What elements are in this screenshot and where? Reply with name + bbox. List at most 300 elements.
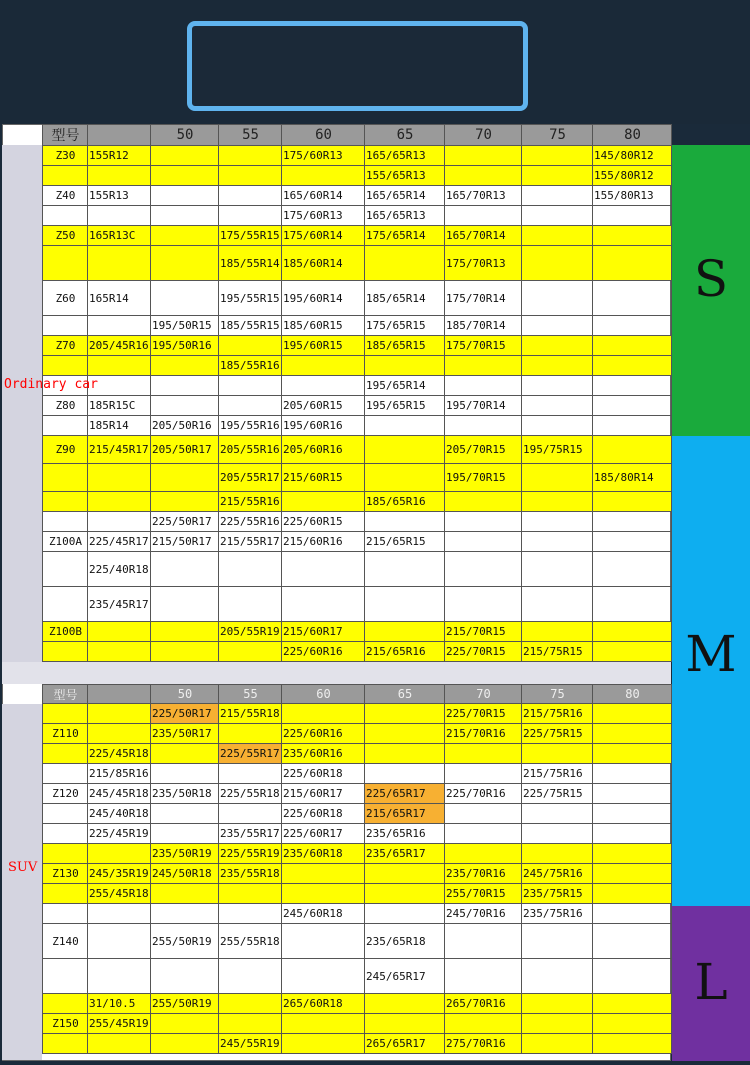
tire-size-cell (365, 904, 445, 924)
tire-size-cell: 225/65R17 (365, 784, 445, 804)
table-row (43, 994, 672, 1014)
tire-size-cell (219, 994, 282, 1014)
model-cell (43, 844, 88, 864)
tire-size-cell (219, 642, 282, 662)
tire-size-cell (445, 924, 522, 959)
tire-size-cell (365, 864, 445, 884)
tire-size-cell (282, 166, 365, 186)
tire-size-cell: 245/35R19 (88, 864, 151, 884)
tire-size-cell: 175/60R14 (282, 226, 365, 246)
tire-size-cell (522, 1014, 593, 1034)
tire-size-cell: 235/55R17 (219, 824, 282, 844)
tire-size-cell: 245/65R17 (365, 959, 445, 994)
tire-size-cell: 165R14 (88, 281, 151, 316)
tire-size-cell (593, 436, 672, 464)
tire-size-cell (593, 824, 672, 844)
tire-size-cell (151, 226, 219, 246)
tire-size-cell: 265/60R18 (282, 994, 365, 1014)
table-row (43, 784, 672, 804)
tire-size-cell (522, 492, 593, 512)
tire-size-cell: 185R15C (88, 396, 151, 416)
tire-size-cell: 195/60R15 (282, 336, 365, 356)
tire-size-cell: 255/70R15 (445, 884, 522, 904)
tire-size-cell: 225/60R18 (282, 804, 365, 824)
tire-size-cell: 165R13C (88, 226, 151, 246)
tire-size-cell (445, 532, 522, 552)
tire-size-cell (282, 1034, 365, 1054)
tire-size-cell: 245/50R18 (151, 864, 219, 884)
model-cell (43, 824, 88, 844)
tire-size-cell (151, 464, 219, 492)
model-cell (43, 492, 88, 512)
tire-size-cell: 255/50R19 (151, 924, 219, 959)
model-cell (43, 804, 88, 824)
suv-header-cell: 65 (365, 685, 445, 704)
suv-header-cell: 60 (282, 685, 365, 704)
table-row (43, 316, 672, 336)
suv-header-cell (88, 685, 151, 704)
model-cell: Z80 (43, 396, 88, 416)
tire-size-cell (365, 724, 445, 744)
table-row (43, 824, 672, 844)
table-row (43, 336, 672, 356)
suv-header-cell: 50 (151, 685, 219, 704)
tire-size-cell (282, 356, 365, 376)
tire-size-cell (593, 206, 672, 226)
tire-size-cell (593, 959, 672, 994)
ordinary-header-cell: 65 (365, 125, 445, 146)
tire-size-cell: 235/50R19 (151, 844, 219, 864)
tire-size-cell (88, 904, 151, 924)
tire-size-cell: 175/60R13 (282, 146, 365, 166)
tire-size-cell: 215/75R16 (522, 764, 593, 784)
tire-size-cell: 245/60R18 (282, 904, 365, 924)
tire-size-cell (522, 146, 593, 166)
table-row (43, 724, 672, 744)
tire-size-cell (522, 356, 593, 376)
suv-header-cell: 70 (445, 685, 522, 704)
section-divider (2, 662, 671, 684)
tire-size-cell (151, 186, 219, 206)
table-row (43, 884, 672, 904)
table-row (43, 436, 672, 464)
tire-size-cell: 215/45R17 (88, 436, 151, 464)
tire-size-cell: 155/65R13 (365, 166, 445, 186)
model-cell (43, 959, 88, 994)
category-suv: SUV (8, 860, 38, 875)
tire-size-cell (593, 804, 672, 824)
tire-size-cell (445, 416, 522, 436)
tire-size-cell (593, 416, 672, 436)
table-row (43, 186, 672, 206)
tire-size-cell (151, 376, 219, 396)
tire-size-cell (151, 1034, 219, 1054)
model-cell (43, 764, 88, 784)
tire-size-cell (151, 884, 219, 904)
table-row (43, 532, 672, 552)
tire-size-cell: 195/70R14 (445, 396, 522, 416)
tire-size-cell: 165/65R13 (365, 146, 445, 166)
tire-size-cell (365, 704, 445, 724)
table-row (43, 416, 672, 436)
tire-size-cell: 195/65R15 (365, 396, 445, 416)
tire-size-cell (522, 226, 593, 246)
tire-size-cell (88, 1034, 151, 1054)
tire-size-cell (151, 959, 219, 994)
table-row (43, 587, 672, 622)
model-cell (43, 1034, 88, 1054)
tire-size-cell: 205/70R15 (445, 436, 522, 464)
model-cell (43, 166, 88, 186)
tire-size-cell (445, 206, 522, 226)
tire-size-cell: 195/50R15 (151, 316, 219, 336)
tire-size-cell (365, 416, 445, 436)
tire-size-cell (445, 376, 522, 396)
tire-size-cell (282, 864, 365, 884)
tire-size-cell: 215/60R15 (282, 464, 365, 492)
model-cell (43, 464, 88, 492)
suv-side-column (2, 704, 42, 1060)
tire-size-cell: 235/60R16 (282, 744, 365, 764)
tire-size-cell (365, 512, 445, 532)
tire-size-cell (593, 622, 672, 642)
model-cell: Z120 (43, 784, 88, 804)
tire-size-cell: 225/75R15 (522, 784, 593, 804)
tire-size-cell (219, 376, 282, 396)
model-cell: Z100B (43, 622, 88, 642)
tire-size-cell (365, 622, 445, 642)
ordinary-car-table (42, 124, 672, 662)
tire-size-cell (593, 844, 672, 864)
tire-size-cell (88, 166, 151, 186)
tire-size-cell: 175/70R13 (445, 246, 522, 281)
tire-size-cell (219, 764, 282, 784)
table-row (43, 146, 672, 166)
tire-size-cell (522, 416, 593, 436)
tire-size-cell (522, 994, 593, 1014)
tire-size-cell: 175/65R14 (365, 226, 445, 246)
tire-size-cell (522, 336, 593, 356)
tire-size-cell (522, 1034, 593, 1054)
tire-size-cell: 155/80R13 (593, 186, 672, 206)
table-row (43, 744, 672, 764)
table-row (43, 924, 672, 959)
model-cell (43, 884, 88, 904)
table-row (43, 864, 672, 884)
tire-size-cell (445, 744, 522, 764)
tire-size-cell (151, 764, 219, 784)
tire-size-cell: 235/75R16 (522, 904, 593, 924)
tire-size-cell (219, 587, 282, 622)
tire-size-cell: 225/70R15 (445, 642, 522, 662)
ordinary-header-cell: 75 (522, 125, 593, 146)
tire-size-cell (593, 724, 672, 744)
tire-size-cell (445, 146, 522, 166)
tire-size-cell: 175/60R13 (282, 206, 365, 226)
tire-size-cell: 215/75R16 (522, 704, 593, 724)
tire-size-cell (365, 246, 445, 281)
tire-size-cell: 195/65R14 (365, 376, 445, 396)
tire-size-cell (151, 281, 219, 316)
table-row (43, 246, 672, 281)
tire-size-cell (88, 206, 151, 226)
tire-size-cell: 165/65R14 (365, 186, 445, 206)
tire-size-cell: 185/65R16 (365, 492, 445, 512)
tire-size-cell (522, 376, 593, 396)
tire-size-cell (593, 904, 672, 924)
tire-size-cell: 185R14 (88, 416, 151, 436)
tire-size-cell (151, 396, 219, 416)
tire-size-cell (151, 642, 219, 662)
tire-size-cell (219, 1014, 282, 1034)
tire-size-cell (522, 166, 593, 186)
tire-size-cell (282, 587, 365, 622)
tire-size-cell: 255/45R18 (88, 884, 151, 904)
table-row (43, 764, 672, 784)
tire-size-cell (282, 924, 365, 959)
tire-size-cell (88, 512, 151, 532)
tire-size-cell (88, 959, 151, 994)
model-cell: Z100A (43, 532, 88, 552)
tire-size-cell (219, 146, 282, 166)
tire-size-cell (282, 552, 365, 587)
model-cell: Z70 (43, 336, 88, 356)
tire-size-cell: 225/55R17 (219, 744, 282, 764)
tire-size-cell (522, 512, 593, 532)
tire-size-cell: 205/60R15 (282, 396, 365, 416)
tire-size-cell (522, 744, 593, 764)
tire-size-cell: 275/70R16 (445, 1034, 522, 1054)
tire-size-cell (88, 704, 151, 724)
tire-size-cell (88, 844, 151, 864)
size-label-s: S (693, 250, 729, 308)
table-row (43, 704, 672, 724)
tire-size-cell: 185/60R15 (282, 316, 365, 336)
tire-size-cell: 155R13 (88, 186, 151, 206)
tire-size-cell: 225/55R18 (219, 784, 282, 804)
tire-size-cell: 205/55R17 (219, 464, 282, 492)
tire-size-cell (219, 884, 282, 904)
tire-size-cell (593, 552, 672, 587)
tire-size-cell: 235/50R17 (151, 724, 219, 744)
tire-size-cell: 185/65R14 (365, 281, 445, 316)
tire-size-cell (522, 924, 593, 959)
tire-size-cell (522, 587, 593, 622)
tire-size-cell: 155R12 (88, 146, 151, 166)
tire-size-cell (282, 959, 365, 994)
tire-size-cell: 255/50R19 (151, 994, 219, 1014)
tire-size-cell: 155/80R12 (593, 166, 672, 186)
table-row (43, 226, 672, 246)
tire-size-cell (593, 642, 672, 662)
tire-size-cell (219, 959, 282, 994)
tire-size-cell (219, 166, 282, 186)
tire-size-cell (88, 724, 151, 744)
tire-size-cell: 255/55R18 (219, 924, 282, 959)
tire-size-cell (88, 492, 151, 512)
tire-size-cell: 225/60R17 (282, 824, 365, 844)
tire-size-cell (151, 246, 219, 281)
tire-size-cell: 225/70R15 (445, 704, 522, 724)
tire-size-cell: 215/65R15 (365, 532, 445, 552)
tire-size-cell (522, 396, 593, 416)
tire-size-cell (522, 186, 593, 206)
table-row (43, 356, 672, 376)
suv-header-cell: 75 (522, 685, 593, 704)
tire-size-cell: 215/65R16 (365, 642, 445, 662)
tire-size-cell (151, 804, 219, 824)
tire-size-cell (151, 356, 219, 376)
tire-size-cell (282, 376, 365, 396)
tire-size-cell: 225/50R17 (151, 512, 219, 532)
tire-size-cell: 165/70R14 (445, 226, 522, 246)
tire-size-cell: 195/60R16 (282, 416, 365, 436)
tire-size-cell (151, 824, 219, 844)
tire-size-cell: 195/55R16 (219, 416, 282, 436)
tire-size-cell (593, 1034, 672, 1054)
tire-size-cell: 205/55R19 (219, 622, 282, 642)
tire-size-cell: 225/60R16 (282, 724, 365, 744)
tire-size-cell: 185/65R15 (365, 336, 445, 356)
model-cell (43, 206, 88, 226)
model-cell (43, 316, 88, 336)
tire-size-cell (282, 1014, 365, 1034)
tire-size-cell (365, 552, 445, 587)
tire-size-cell (593, 764, 672, 784)
tire-size-cell (151, 904, 219, 924)
table-row (43, 396, 672, 416)
tire-size-cell (445, 959, 522, 994)
tire-size-cell: 215/70R15 (445, 622, 522, 642)
tire-size-cell (88, 464, 151, 492)
tire-size-cell: 235/65R17 (365, 844, 445, 864)
tire-size-cell: 235/45R17 (88, 587, 151, 622)
tire-size-cell (219, 206, 282, 226)
ordinary-header-cell: 60 (282, 125, 365, 146)
model-cell: Z40 (43, 186, 88, 206)
header-banner (187, 21, 528, 111)
table-row (43, 959, 672, 994)
tire-size-cell (445, 166, 522, 186)
ordinary-header-row (43, 125, 672, 146)
model-cell (43, 512, 88, 532)
tire-size-cell: 235/70R16 (445, 864, 522, 884)
tire-size-cell (282, 492, 365, 512)
tire-size-cell: 225/60R18 (282, 764, 365, 784)
tire-size-cell: 225/45R17 (88, 532, 151, 552)
table-row (43, 512, 672, 532)
table-row (43, 166, 672, 186)
tire-size-cell (151, 166, 219, 186)
model-cell (43, 246, 88, 281)
tire-size-cell (522, 316, 593, 336)
tire-size-cell: 245/40R18 (88, 804, 151, 824)
model-cell (43, 587, 88, 622)
tire-size-cell: 165/60R14 (282, 186, 365, 206)
suv-header-cell: 55 (219, 685, 282, 704)
tire-size-cell (593, 512, 672, 532)
tire-size-cell: 165/70R13 (445, 186, 522, 206)
tire-size-cell (365, 464, 445, 492)
tire-size-cell (522, 959, 593, 994)
tire-size-cell (522, 552, 593, 587)
tire-size-cell: 175/55R15 (219, 226, 282, 246)
tire-size-cell: 245/45R18 (88, 784, 151, 804)
tire-size-cell (151, 587, 219, 622)
table-row (43, 281, 672, 316)
tire-size-cell (219, 904, 282, 924)
table-row (43, 1014, 672, 1034)
header-bar (0, 0, 750, 124)
tire-size-cell: 215/85R16 (88, 764, 151, 784)
table-row (43, 642, 672, 662)
model-cell: Z130 (43, 864, 88, 884)
tire-size-cell (593, 587, 672, 622)
ordinary-header-cell: 50 (151, 125, 219, 146)
tire-size-cell: 265/70R16 (445, 994, 522, 1014)
tire-size-cell (445, 356, 522, 376)
size-label-l: L (694, 953, 728, 1011)
tire-size-cell: 215/60R17 (282, 784, 365, 804)
tire-size-cell (88, 356, 151, 376)
ordinary-header-cell: 80 (593, 125, 672, 146)
tire-size-cell (522, 622, 593, 642)
tire-size-cell (445, 552, 522, 587)
tire-size-cell (151, 552, 219, 587)
tire-size-cell: 205/50R16 (151, 416, 219, 436)
tire-size-cell (445, 512, 522, 532)
tire-size-cell (522, 804, 593, 824)
tire-size-cell (593, 532, 672, 552)
tire-size-cell: 195/60R14 (282, 281, 365, 316)
tire-size-cell (522, 206, 593, 226)
model-cell: Z30 (43, 146, 88, 166)
tire-size-cell (593, 226, 672, 246)
table-row (43, 464, 672, 492)
tire-size-cell (522, 281, 593, 316)
tire-size-cell (88, 316, 151, 336)
tire-size-cell: 185/70R14 (445, 316, 522, 336)
tire-size-cell: 195/75R15 (522, 436, 593, 464)
model-cell: Z50 (43, 226, 88, 246)
tire-size-cell (445, 804, 522, 824)
model-cell: Z140 (43, 924, 88, 959)
tire-size-cell (88, 924, 151, 959)
category-ordinary-car: Ordinary car (4, 377, 98, 392)
tire-size-cell (593, 884, 672, 904)
tire-size-cell: 195/50R16 (151, 336, 219, 356)
ordinary-header-cell: 型号 (43, 125, 88, 146)
table-row (43, 904, 672, 924)
tire-size-cell: 215/55R17 (219, 532, 282, 552)
tire-size-cell (445, 764, 522, 784)
tire-size-cell: 205/50R17 (151, 436, 219, 464)
tire-size-cell: 225/75R15 (522, 724, 593, 744)
tire-size-cell: 235/65R16 (365, 824, 445, 844)
ordinary-header-cell (88, 125, 151, 146)
model-cell (43, 994, 88, 1014)
tire-size-cell (88, 642, 151, 662)
tire-size-cell: 185/55R16 (219, 356, 282, 376)
tire-size-cell: 195/55R15 (219, 281, 282, 316)
tire-size-cell (365, 587, 445, 622)
tire-size-cell: 215/50R17 (151, 532, 219, 552)
model-cell: Z90 (43, 436, 88, 464)
tire-size-cell (593, 1014, 672, 1034)
tire-size-cell (282, 704, 365, 724)
ordinary-header-cell: 70 (445, 125, 522, 146)
model-cell: Z150 (43, 1014, 88, 1034)
